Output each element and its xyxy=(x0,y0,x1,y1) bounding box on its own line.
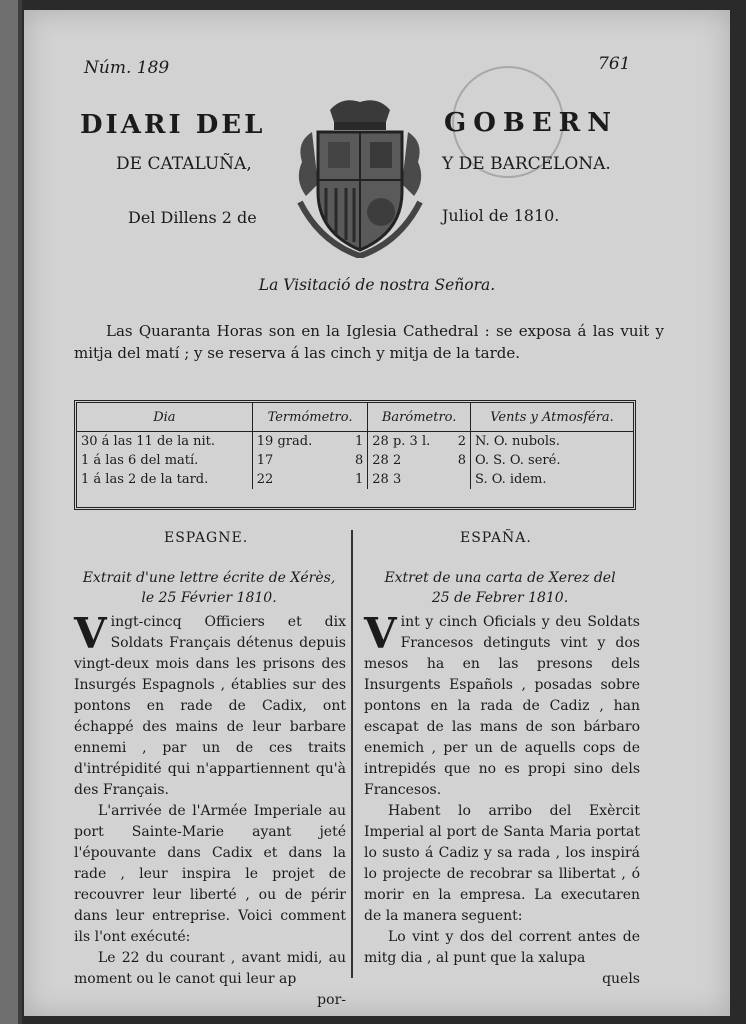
right-catchword: quels xyxy=(602,971,640,987)
left-column-heading: ESPAGNE. xyxy=(164,530,249,546)
table-row xyxy=(77,470,633,489)
book-spine xyxy=(0,0,22,1024)
weather-thermo-frac: 1 xyxy=(344,470,368,489)
table-row xyxy=(77,432,633,452)
newspaper-page xyxy=(24,10,730,1016)
weather-thermo-deg: 22 xyxy=(256,472,274,487)
weather-baro-frac: 2 xyxy=(450,432,471,452)
weather-winds: N. O. nubols. xyxy=(475,434,560,449)
weather-day: 1 á las 6 del matí. xyxy=(77,451,252,470)
left-column-subheading xyxy=(74,568,344,608)
right-column-subheading xyxy=(362,568,638,608)
weather-winds: O. S. O. seré. xyxy=(475,453,561,468)
devotion-notice-text: Las Quaranta Horas son en la Iglesia Cathedral : se exposa á las vuit y mitja del matí ; y se reserva á las cinch y mitja de la tarde. xyxy=(74,322,664,362)
feast-day-line: La Visitació de nostra Señora. xyxy=(258,276,496,294)
right-paragraph-3: Lo vint y dos del corrent antes de mitg dia , al punt que la xalupa xyxy=(364,929,640,966)
weather-thermo-frac: 1 xyxy=(344,432,368,452)
date-left: Del Dillens 2 de xyxy=(128,208,257,227)
weather-header-barometer: Barómetro. xyxy=(368,403,471,432)
left-paragraph-3: Le 22 du courant , avant midi, au moment ou le canot qui leur ap xyxy=(74,950,346,987)
left-subheading-line-2: le 25 Février 1810. xyxy=(141,590,277,606)
weather-day: 30 á las 11 de la nit. xyxy=(77,432,252,452)
weather-baro-main: 28 p. 3 l. xyxy=(372,434,431,449)
weather-header-thermometer: Termómetro. xyxy=(252,403,368,432)
left-dropcap: V xyxy=(74,609,107,658)
weather-winds: S. O. idem. xyxy=(475,472,547,487)
left-paragraph-2: L'arrivée de l'Armée Imperiale au port Sainte-Marie ayant jeté l'épouvante dans Cadix et dans la rade , leur inspira le projet de recouvrer leur liberté , ou de périr dans leur entreprise. Voici comment ils l'ont exécuté: xyxy=(74,803,346,945)
weather-thermo-frac: 8 xyxy=(344,451,368,470)
coat-of-arms-icon xyxy=(290,92,430,258)
masthead-title-left: DIARI DEL xyxy=(80,110,266,140)
right-subheading-line-1: Extret de una carta de Xerez del xyxy=(384,570,616,586)
weather-baro-main: 28 3 xyxy=(372,472,402,487)
masthead-subtitle-right: Y DE BARCELONA. xyxy=(442,154,611,174)
left-subheading-line-1: Extrait d'une lettre écrite de Xérès, xyxy=(82,570,336,586)
weather-thermo-deg: 19 grad. xyxy=(256,434,313,449)
left-column-body xyxy=(74,609,346,1011)
right-subheading-line-2: 25 de Febrer 1810. xyxy=(431,590,569,606)
right-column-body xyxy=(364,609,640,990)
weather-baro-main: 28 2 xyxy=(372,453,402,468)
date-right: Juliol de 1810. xyxy=(442,206,560,225)
issue-number: Núm. 189 xyxy=(84,58,170,78)
weather-table xyxy=(74,400,636,510)
right-paragraph-1: int y cinch Oficials y deu Soldats Francesos detinguts vint y dos mesos ha en las presons dels Insurgents Españols , posadas sobre pontons en la rada de Cadiz , han escapat de las mans de son bárbaro enemich , per un de aquells cops de intrepidés que no es propi sino dels Francesos. xyxy=(364,614,640,798)
masthead-title-right: GOBERN xyxy=(444,108,619,138)
weather-baro-frac: 8 xyxy=(450,451,471,470)
weather-day: 1 á las 2 de la tard. xyxy=(77,470,252,489)
weather-thermo-deg: 17 xyxy=(256,453,274,468)
devotion-notice xyxy=(74,320,664,364)
column-divider xyxy=(351,530,353,978)
table-row xyxy=(77,451,633,470)
left-paragraph-1: ingt-cincq Officiers et dix Soldats Français détenus depuis vingt-deux mois dans les prisons des Insurgés Espagnols , établies sur des pontons en rade de Cadix, ont échappé des mains de leur barbare ennemi , par un de ces traits d'intrépidité qui n'appartiennent qu'à des Français. xyxy=(74,614,346,798)
weather-header-winds: Vents y Atmosféra. xyxy=(471,403,633,432)
right-paragraph-2: Habent lo arribo del Exèrcit Imperial al port de Santa Maria portat lo susto á Cadiz y sa rada , los inspirá lo projecte de recobrar sa llibertat , ó morir en la empresa. La executaren de la manera seguent: xyxy=(364,803,640,924)
weather-baro-frac xyxy=(450,470,471,489)
page-number: 761 xyxy=(598,54,631,74)
masthead-subtitle-left: DE CATALUÑA, xyxy=(116,154,252,174)
right-dropcap: V xyxy=(364,609,397,658)
left-catchword: por- xyxy=(317,992,346,1008)
right-column-heading: ESPAÑA. xyxy=(460,530,532,546)
weather-header-day: Dia xyxy=(77,403,252,432)
